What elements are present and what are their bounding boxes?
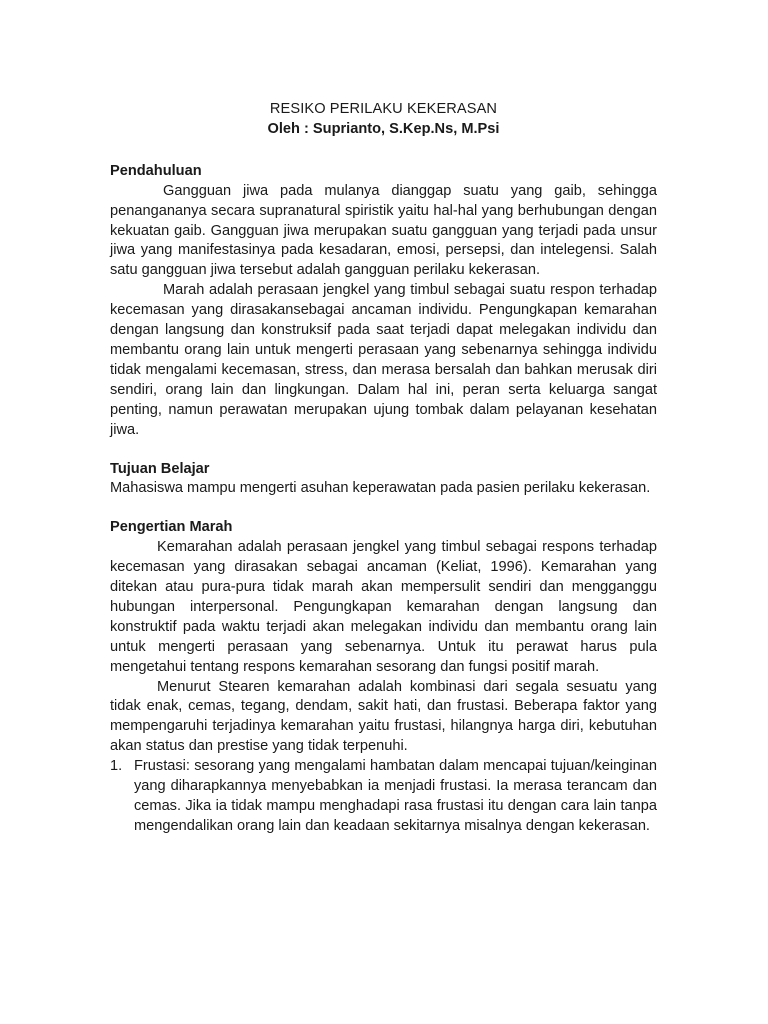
paragraph: Menurut Stearen kemarahan adalah kombinasi dari segala sesuatu yang tidak enak, cemas, tegang, dendam, sakit hati, dan frustasi. Beberapa faktor yang mempengaruhi terjadinya kemarahan yaitu frustasi, hilangnya harga diri, kebutuhan akan status dan prestise yang tidak terpenuhi. (110, 678, 657, 755)
numbered-list (110, 757, 657, 837)
section-pengertian-marah (110, 518, 657, 837)
list-marker: 1. (110, 758, 123, 775)
section-pendahuluan (110, 162, 657, 441)
section-heading: Tujuan Belajar (110, 460, 210, 477)
section-heading: Pendahuluan (110, 162, 202, 179)
document-author: Oleh : Suprianto, S.Kep.Ns, M.Psi (267, 120, 500, 137)
document-header (110, 100, 657, 140)
list-item-text: Frustasi: sesorang yang mengalami hambatan dalam mencapai tujuan/keinginan yang diharapkannya menyebabkan ia menjadi frustasi. Ia merasa terancam dan cemas. Jika ia tidak mampu menghadapi rasa frustasi itu dengan cara lain tanpa mengendalikan orang lain dan keadaan sekitarnya misalnya dengan kekerasan. (134, 758, 657, 834)
list-item (110, 757, 657, 837)
section-tujuan-belajar (110, 460, 657, 500)
document-title: RESIKO PERILAKU KEKERASAN (269, 101, 498, 117)
paragraph: Marah adalah perasaan jengkel yang timbul sebagai suatu respon terhadap kecemasan yang dirasakansebagai ancaman individu. Pengungkapan kemarahan dengan langsung dan konstruksif pada saat terjadi dapat melegakan individu dan membantu orang lain untuk mengerti perasaan yang sebenarnya sehingga individu tidak mengalami kecemasan, stress, dan merasa bersalah dan bahkan merusak diri sendiri, orang lain dan lingkungan. Dalam hal ini, peran serta keluarga sangat penting, namun perawatan merupakan ujung tombak dalam pelayanan kesehatan jiwa. (110, 282, 657, 438)
document-page (110, 100, 657, 837)
paragraph: Kemarahan adalah perasaan jengkel yang timbul sebagai respons terhadap kecemasan yang dirasakan sebagai ancaman (Keliat, 1996). Kemarahan yang ditekan atau pura-pura tidak marah akan mempersulit sendiri dan mengganggu hubungan interpersonal. Pengungkapan kemarahan dengan langsung dan konstruktif pada waktu terjadi akan melegakan individu dan membantu orang lain untuk mengerti perasaan yang sebenarnya. Untuk itu perawat harus pula mengetahui tentang respons kemarahan sesorang dan fungsi positif marah. (110, 539, 657, 675)
paragraph: Gangguan jiwa pada mulanya dianggap suatu yang gaib, sehingga penangananya secara supranatural spiristik yaitu hal-hal yang berhubungan dengan kekuatan gaib. Gangguan jiwa merupakan suatu gangguan yang terjadi pada unsur jiwa yang manifestasinya pada kesadaran, emosi, persepsi, dan intelegensi. Salah satu gangguan jiwa tersebut adalah gangguan perilaku kekerasan. (110, 182, 657, 279)
section-heading: Pengertian Marah (110, 519, 233, 536)
paragraph: Mahasiswa mampu mengerti asuhan keperawatan pada pasien perilaku kekerasan. (110, 480, 651, 497)
